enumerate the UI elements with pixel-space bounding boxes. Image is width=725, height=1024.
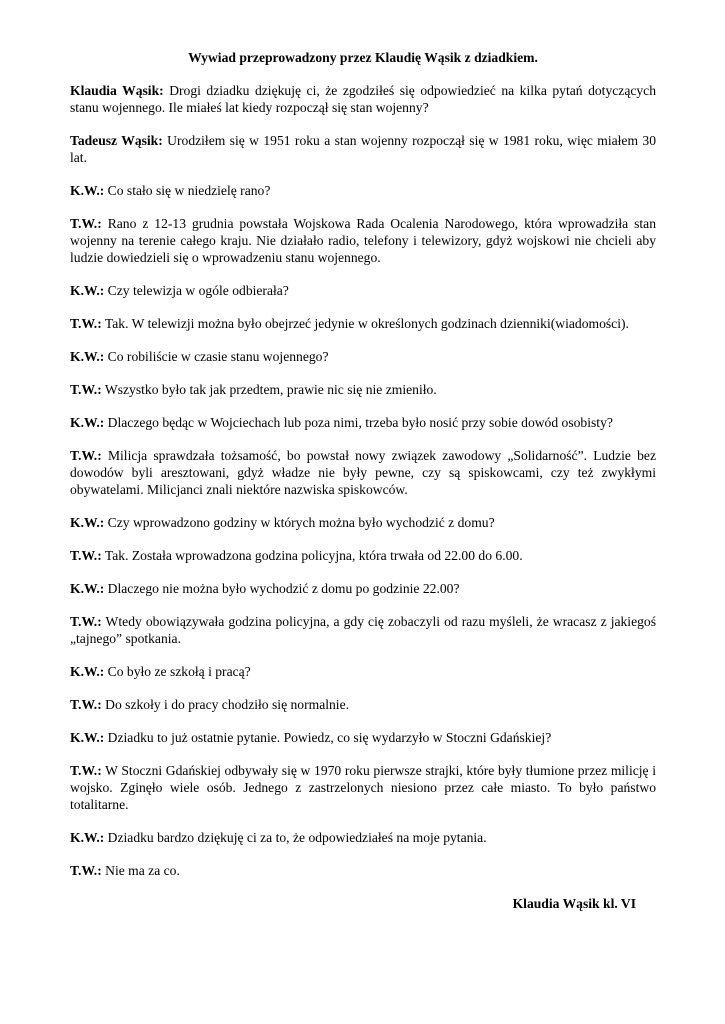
interview-turn <box>70 182 656 199</box>
turn-text: Dziadku to już ostatnie pytanie. Powiedz, co się wydarzyło w Stoczni Gdańskiej? <box>107 730 552 745</box>
interview-turn <box>70 447 656 498</box>
speaker-label: T.W.: <box>70 216 102 231</box>
interview-turn <box>70 613 656 647</box>
interview-turn <box>70 580 656 597</box>
speaker-label: T.W.: <box>70 614 102 629</box>
turn-text: Milicja sprawdzała tożsamość, bo powstał nowy związek zawodowy „Solidarność”. Ludzie bez dowodów byli aresztowani, gdyż władze nie były pewne, czy są spiskowcami, czy też zwykłymi obywatelami. Milicjanci znali niektóre nazwiska spiskowców. <box>70 448 657 497</box>
document-title: Wywiad przeprowadzony przez Klaudię Wąsik z dziadkiem. <box>188 50 538 65</box>
document-page <box>70 49 656 912</box>
speaker-label: T.W.: <box>70 548 102 563</box>
interview-turn <box>70 315 656 332</box>
interview-turn <box>70 514 656 531</box>
interview-turn <box>70 729 656 746</box>
turn-text: Rano z 12-13 grudnia powstała Wojskowa Rada Ocalenia Narodowego, która wprowadziła stan wojenny na terenie całego kraju. Nie działało radio, telefony i telewizory, gdyż wojskowi nie chcieli aby ludzie dowiedzieli się o wprowadzeniu stanu wojennego. <box>70 216 656 265</box>
turn-text: Co robiliście w czasie stanu wojennego? <box>107 349 329 364</box>
speaker-label: K.W.: <box>70 515 105 530</box>
interview-turn <box>70 762 656 813</box>
turn-text: Nie ma za co. <box>105 863 180 878</box>
turn-text: Do szkoły i do pracy chodziło się normalnie. <box>105 697 350 712</box>
turn-text: Dlaczego nie można było wychodzić z domu po godzinie 22.00? <box>107 581 460 596</box>
interview-turn <box>70 132 656 166</box>
interview-turn <box>70 215 656 266</box>
turn-text: Co było ze szkołą i pracą? <box>107 664 251 679</box>
author-signature: Klaudia Wąsik kl. VI <box>512 896 636 911</box>
speaker-label: T.W.: <box>70 863 102 878</box>
speaker-label: K.W.: <box>70 415 105 430</box>
speaker-label: T.W.: <box>70 382 102 397</box>
interview-turn <box>70 414 656 431</box>
speaker-label: K.W.: <box>70 730 105 745</box>
interview-turn <box>70 862 656 879</box>
turn-text: Tak. Została wprowadzona godzina policyjna, która trwała od 22.00 do 6.00. <box>104 548 523 563</box>
speaker-label: T.W.: <box>70 697 102 712</box>
interview-turn <box>70 381 656 398</box>
turn-text: Drogi dziadku dziękuję ci, że zgodziłeś się odpowiedzieć na kilka pytań dotyczących stanu wojennego. Ile miałeś lat kiedy rozpoczął się stan wojenny? <box>70 83 657 115</box>
speaker-label: Klaudia Wąsik: <box>70 83 164 98</box>
interview-turn <box>70 282 656 299</box>
speaker-label: K.W.: <box>70 581 105 596</box>
interview-turn <box>70 696 656 713</box>
speaker-label: T.W.: <box>70 316 102 331</box>
turn-text: Czy telewizja w ogóle odbierała? <box>107 283 289 298</box>
speaker-label: T.W.: <box>70 448 102 463</box>
turn-text: Wtedy obowiązywała godzina policyjna, a gdy cię zobaczyli od razu myśleli, że wracasz z jakiegoś „tajnego” spotkania. <box>70 614 656 646</box>
speaker-label: K.W.: <box>70 664 105 679</box>
turn-text: Dlaczego będąc w Wojciechach lub poza nimi, trzeba było nosić przy sobie dowód osobisty? <box>107 415 613 430</box>
speaker-label: K.W.: <box>70 349 105 364</box>
turn-text: Co stało się w niedzielę rano? <box>107 183 271 198</box>
turn-text: Wszystko było tak jak przedtem, prawie nic się nie zmieniło. <box>104 382 437 397</box>
interview-turn <box>70 82 656 116</box>
speaker-label: K.W.: <box>70 183 105 198</box>
speaker-label: K.W.: <box>70 830 105 845</box>
turn-text: W Stoczni Gdańskiej odbywały się w 1970 roku pierwsze strajki, które były tłumione przez milicję i wojsko. Zginęło wiele osób. Jednego z zastrzelonych niesiono przez całe miasto. To było państwo totalitarne. <box>70 763 656 812</box>
interview-turn <box>70 348 656 365</box>
interview-turn <box>70 663 656 680</box>
interview-turn <box>70 547 656 564</box>
speaker-label: K.W.: <box>70 283 105 298</box>
interview-turn <box>70 829 656 846</box>
turn-text: Dziadku bardzo dziękuję ci za to, że odpowiedziałeś na moje pytania. <box>107 830 487 845</box>
speaker-label: Tadeusz Wąsik: <box>70 133 163 148</box>
turn-text: Urodziłem się w 1951 roku a stan wojenny rozpoczął się w 1981 roku, więc miałem 30 lat. <box>70 133 657 165</box>
turn-text: Czy wprowadzono godziny w których można było wychodzić z domu? <box>107 515 495 530</box>
speaker-label: T.W.: <box>70 763 102 778</box>
turn-text: Tak. W telewizji można było obejrzeć jedynie w określonych godzinach dzienniki(wiadomości). <box>104 316 629 331</box>
